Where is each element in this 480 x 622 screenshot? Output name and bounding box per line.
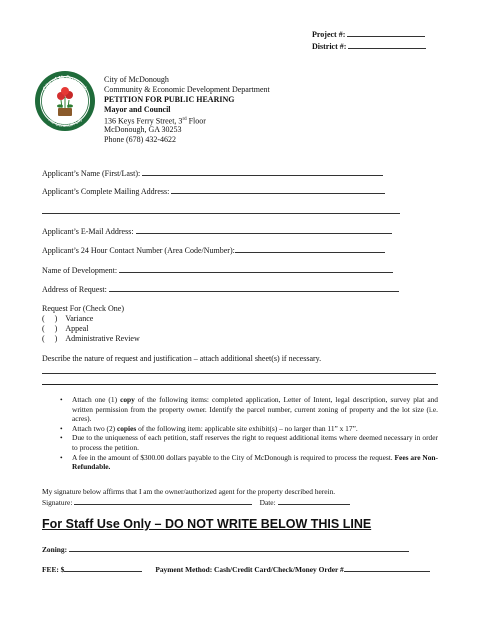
section-divider [42,384,438,385]
address-request-row: Address of Request: [42,284,399,295]
applicant-name-row: Applicant’s Name (First/Last): [42,168,383,179]
request-option-variance[interactable]: ( ) Variance [42,314,94,323]
requirement-item: • Due to the uniqueness of each petition, staff reserves the right to request additional items where deemed necessary in order to process the petition. [58,433,438,452]
request-option-admin-review[interactable]: ( ) Administrative Review [42,334,140,343]
zoning-field[interactable] [69,544,409,552]
signature-row: Signature: Date: [42,497,350,508]
request-option-appeal[interactable]: ( ) Appeal [42,324,89,333]
mailing-address-field[interactable] [171,186,385,194]
email-row: Applicant’s E-Mail Address: [42,226,392,237]
signature-affirmation: My signature below affirms that I am the owner/authorized agent for the property described herein. [42,487,336,496]
mailing-address-field-2[interactable] [42,206,400,214]
requirement-item: • Attach two (2) copies of the following item: applicable site exhibit(s) – no larger than 11” x 17”. [58,424,438,434]
email-field[interactable] [136,226,392,234]
checkbox-variance[interactable]: ( ) [42,314,58,323]
phone-number: Phone (678) 432-4622 [104,135,176,144]
development-field[interactable] [119,265,393,273]
svg-text:City of McDonough: City of McDonough [42,74,88,92]
staff-use-heading: For Staff Use Only – DO NOT WRITE BELOW THIS LINE [42,517,372,531]
department-name: Community & Economic Development Department [104,85,270,94]
project-number-label: Project #: [312,29,425,40]
applicant-name-field[interactable] [142,168,383,176]
checkbox-admin-review[interactable]: ( ) [42,334,58,343]
mailing-address-row: Applicant’s Complete Mailing Address: [42,186,385,197]
fee-field[interactable] [64,564,142,572]
district-number-label: District #: [312,41,426,52]
date-field[interactable] [278,497,350,505]
svg-text:The Geranium City: The Geranium City [46,116,84,129]
payment-reference-field[interactable] [344,564,430,572]
project-number-field[interactable] [347,29,425,37]
describe-instructions: Describe the nature of request and justification – attach additional sheet(s) if necessary. [42,354,322,363]
mayor-council: Mayor and Council [104,105,171,114]
signature-field[interactable] [74,497,252,505]
address-request-field[interactable] [109,284,399,292]
city-name: City of McDonough [104,75,169,84]
requirement-item: • Attach one (1) copy of the following items: completed application, Letter of Intent, legal description, survey plat and written permission from the property owner. Identify the parcel number, current zoning of property and the lot size (i.e. acres). [58,395,438,424]
city-state-zip: McDonough, GA 30253 [104,125,182,134]
development-row: Name of Development: [42,265,393,276]
petition-title: PETITION FOR PUBLIC HEARING [104,95,235,104]
zoning-row: Zoning: [42,544,409,555]
street-address: 136 Keys Ferry Street, 3rd Floor [104,116,206,126]
contact-number-field[interactable] [235,245,385,253]
request-heading: Request For (Check One) [42,304,124,313]
checkbox-appeal[interactable]: ( ) [42,324,58,333]
contact-number-row: Applicant’s 24 Hour Contact Number (Area Code/Number): [42,245,385,256]
requirement-item: • A fee in the amount of $300.00 dollars payable to the City of McDonough is required to process the request. Fees are Non-Refundable. [58,453,438,472]
fee-row: FEE: $ Payment Method: Cash/Credit Card/Check/Money Order # [42,564,430,575]
requirements-list [58,395,438,472]
city-seal-logo [34,70,96,132]
describe-field[interactable] [42,366,436,374]
district-number-field[interactable] [348,41,426,49]
